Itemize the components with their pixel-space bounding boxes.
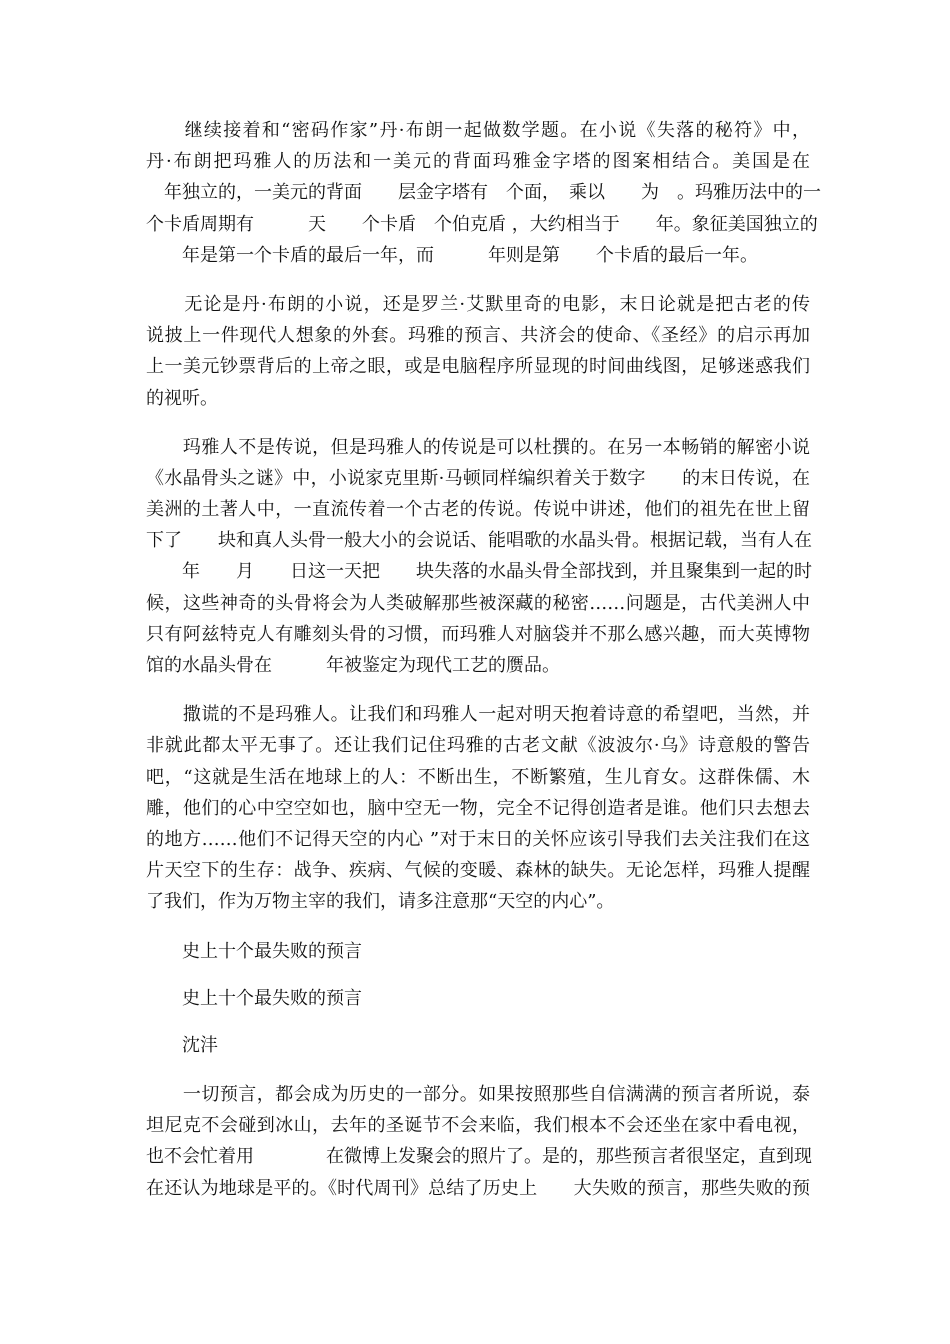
text-line: 一切预言，都会成为历史的一部分。如果按照那些自信满满的预言者所说，泰 xyxy=(146,1084,810,1106)
text-line: 无论是丹·布朗的小说，还是罗兰·艾默里奇的电影，末日论就是把古老的传 xyxy=(146,293,810,315)
text-line: 坦尼克不会碰到冰山，去年的圣诞节不会来临，我们根本不会还坐在家中看电视， xyxy=(146,1115,810,1137)
text-line: 下了 块和真人头骨一般大小的会说话、能唱歌的水晶头骨。根据记载，当有人在 xyxy=(146,530,812,552)
text-line: 年独立的，一美元的背面 层金字塔有 个面， 乘以 为 。玛雅历法中的一 xyxy=(146,182,821,204)
text-line: 说披上一件现代人想象的外套。玛雅的预言、共济会的使命、《圣经》的启示再加 xyxy=(146,325,810,347)
text-line: 上一美元钞票背后的上帝之眼，或是电脑程序所显现的时间曲线图，足够迷惑我们 xyxy=(146,356,810,378)
text-line: 丹·布朗把玛雅人的历法和一美元的背面玛雅金字塔的图案相结合。美国是在 xyxy=(146,151,810,173)
paragraph-3 xyxy=(146,432,810,682)
text-line: 馆的水晶头骨在 年被鉴定为现代工艺的赝品。 xyxy=(146,655,560,676)
paragraph-5 xyxy=(146,1079,810,1204)
paragraph-gap xyxy=(146,271,810,289)
text-line: 了我们，作为万物主宰的我们，请多注意那“天空的内心”。 xyxy=(146,891,615,913)
paragraph-gap xyxy=(146,1014,810,1030)
paragraph-gap xyxy=(146,918,810,936)
text-line: 个卡盾周期有 天 个卡盾 个伯克盾 ，大约相当于 年。象征美国独立的 xyxy=(146,213,818,235)
paragraph-4 xyxy=(146,699,810,917)
paragraph-gap xyxy=(146,1061,810,1079)
paragraph-1 xyxy=(146,115,821,271)
text-line: 吧，“这就是生活在地球上的人：不断出生，不断繁殖，生儿育女。这群侏儒、木 xyxy=(146,766,810,788)
article-title: 史上十个最失败的预言 xyxy=(146,987,362,1009)
text-line: 美洲的土著人中，一直流传着一个古老的传说。传说中讲述，他们的祖先在世上留 xyxy=(146,499,810,521)
text-line: 雕，他们的心中空空如也，脑中空无一物，完全不记得创造者是谁。他们只去想去 xyxy=(146,797,810,819)
section-heading: 史上十个最失败的预言 xyxy=(146,940,362,962)
text-line: 片天空下的生存：战争、疾病、气候的变暖、森林的缺失。无论怎样，玛雅人提醒 xyxy=(146,860,810,882)
text-line: 只有阿兹特克人有雕刻头骨的习惯，而玛雅人对脑袋并不那么感兴趣，而大英博物 xyxy=(146,623,810,645)
text-line: 年 月 日这一天把 块失落的水晶头骨全部找到，并且聚集到一起的时 xyxy=(146,561,812,583)
text-line: 在还认为地球是平的。《时代周刊》总结了历史上 大失败的预言，那些失败的预 xyxy=(146,1177,810,1199)
document-page xyxy=(146,115,821,1204)
paragraph-gap xyxy=(146,414,810,432)
text-line: 玛雅人不是传说，但是玛雅人的传说是可以杜撰的。在另一本畅销的解密小说 xyxy=(146,436,810,458)
paragraph-gap xyxy=(146,681,810,699)
text-line: 撒谎的不是玛雅人。让我们和玛雅人一起对明天抱着诗意的希望吧，当然，并 xyxy=(146,704,810,726)
text-line: 继续接着和“密码作家”丹·布朗一起做数学题。在小说《失落的秘符》中， xyxy=(146,120,810,141)
paragraph-gap xyxy=(146,967,810,983)
text-line: 《水晶骨头之谜》中，小说家克里斯·马顿同样编织着关于数字 的末日传说，在 xyxy=(146,467,810,489)
text-line: 候，这些神奇的头骨将会为人类破解那些被深藏的秘密……问题是，古代美洲人中 xyxy=(146,592,810,614)
text-line: 的视听。 xyxy=(146,387,218,409)
author-name: 沈沣 xyxy=(146,1034,218,1056)
paragraph-2 xyxy=(146,289,810,414)
text-line: 非就此都太平无事了。还让我们记住玛雅的古老文献《波波尔·乌》诗意般的警告 xyxy=(146,735,810,757)
text-line: 也不会忙着用 在微博上发聚会的照片了。是的，那些预言者很坚定，直到现 xyxy=(146,1146,812,1168)
text-line: 的地方……他们不记得天空的内心 ”对于末日的关怀应该引导我们去关注我们在这 xyxy=(146,828,810,850)
text-line: 年是第一个卡盾的最后一年，而 年则是第 个卡盾的最后一年。 xyxy=(146,244,758,266)
